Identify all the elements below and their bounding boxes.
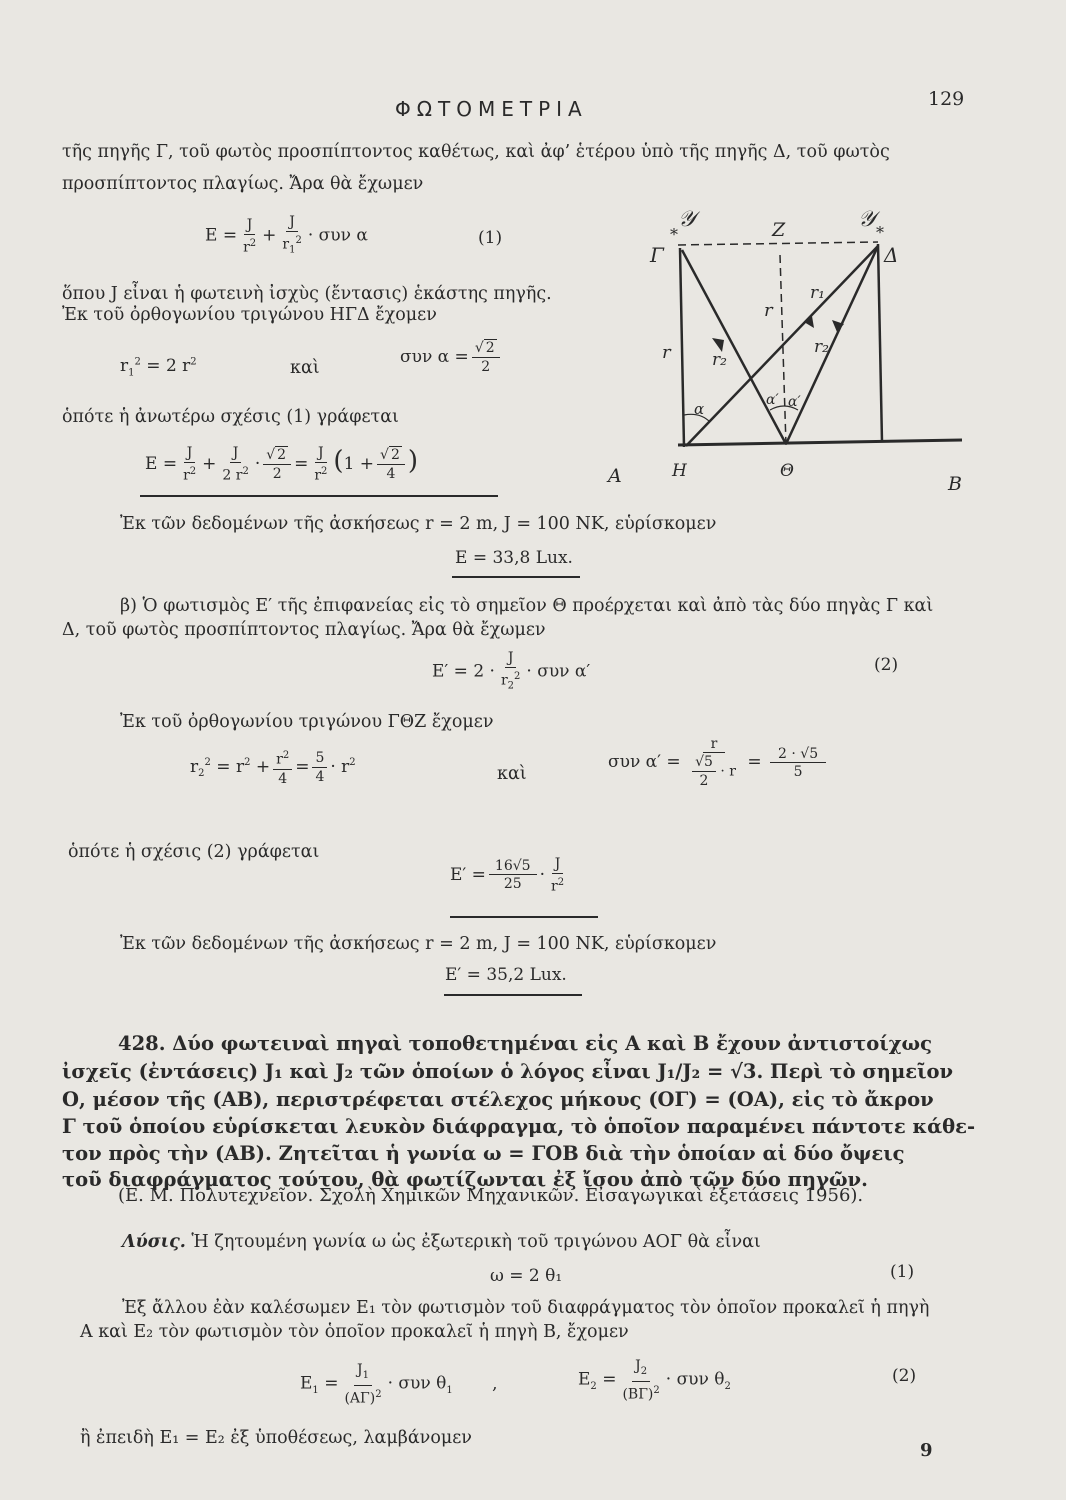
relation-line-a: ὁπότε ἡ ἀνωτέρω σχέσις (1) γράφεται (62, 407, 399, 427)
part-a-line-1: τῆς πηγῆς Γ, τοῦ φωτὸς προσπίπτοντος καθέτως, καὶ ἀφ’ ἑτέρου ὑπὸ τῆς πηγῆς Δ, τοῦ φωτὸς (62, 142, 890, 162)
label-delta: Δ (884, 243, 899, 267)
solution-line-3: Α καὶ Ε₂ τὸν φωτισμὸν τὸν ὁποῖον προκαλεῖ ἡ πηγὴ Β, ἔχομεν (80, 1322, 629, 1342)
equation-2-label: (2) (874, 655, 899, 675)
problem-line-1-text: Δύο φωτειναὶ πηγαὶ τοποθετημέναι εἰς Α καὶ Β ἔχουν ἀντιστοίχως (172, 1032, 932, 1055)
triangle-gtz-line: Ἐκ τοῦ ὀρθογωνίου τριγώνου ΓΘΖ ἔχομεν (120, 712, 494, 732)
label-j-right: 𝒴 (858, 207, 876, 232)
problem-line-1 (118, 1030, 932, 1058)
problem-line-4: Γ τοῦ ὁποίου εὑρίσκεται λευκὸν διάφραγμα, τὸ ὁποῖον παραμένει πάντοτε κάθε- (62, 1115, 976, 1138)
label-r2-right: r₂ (814, 337, 829, 357)
star-d: * (876, 223, 884, 242)
data-line-a: Ἐκ τῶν δεδομένων τῆς ἀσκήσεως r = 2 m, J = 100 NK, εὑρίσκομεν (120, 514, 717, 534)
top-dashed-line (678, 242, 878, 245)
cos-alpha-eq: συν α = $\frac{√ 2}{2}$ (400, 340, 503, 375)
running-header: ΦΩΤΟΜΕΤΡΙΑ (395, 97, 588, 121)
label-alpha: α (694, 400, 705, 418)
problem-line-5: τον πρὸς τὴν (ΑΒ). Ζητεῖται ἡ γωνία ω = ΓΟΒ διὰ τὴν ὁποίαν αἱ δύο ὄψεις (62, 1142, 905, 1165)
problem-line-3: Ο, μέσον τῆς (ΑΒ), περιστρέφεται στέλεχος μήκους (ΟΓ) = (ΟΑ), εἰς τὸ ἄκρον (62, 1088, 934, 1111)
star-g: * (670, 225, 678, 244)
label-alpha-prime-2: α′ (788, 394, 801, 410)
page-number: 129 (928, 88, 965, 110)
equation-1-rewritten: E = $\frac{J}{r^2}$ + $\frac{J}{2 r^2}$ · $\frac{√ 2}{2}$ = $\frac{J}{r^2}$ (1 + $\frac{√ 2}{4}$ ) (145, 445, 419, 484)
solution-eq-2b: $E_2$ = $\frac{J_2}{(B\Gamma)^2}$ · συν $\theta_2$ (578, 1358, 731, 1403)
where-line: ὅπου J εἶναι ἡ φωτεινὴ ἰσχὺς (ἔντασις) ἑκάστης πηγῆς. (62, 284, 552, 304)
and-word-1: καὶ (290, 358, 320, 378)
geometry-figure (600, 200, 970, 500)
label-r2-left: r₂ (712, 350, 727, 370)
equation-2-rewritten: E′ = $\frac{16√5}{25}$ · $\frac{J}{r^2}$ (450, 856, 565, 895)
solution-line-1-text: Ἡ ζητουμένη γωνία ω ὡς ἐξωτερικὴ τοῦ τριγώνου ΑΟΓ θὰ εἶναι (191, 1232, 761, 1252)
vertical-gh (680, 248, 684, 447)
result-b: E′ = 35,2 Lux. (445, 965, 567, 985)
label-r-mid: r (764, 300, 773, 321)
cos-alpha-prime-label: συν α′ = (608, 752, 681, 772)
triangle-hgd-line: Ἐκ τοῦ ὀρθογωνίου τριγώνου ΗΓΔ ἔχομεν (62, 305, 437, 325)
relation-line-b: ὁπότε ἡ σχέσις (2) γράφεται (68, 842, 320, 862)
result-rule-1 (140, 495, 498, 497)
problem-source: (Ε. Μ. Πολυτεχνεῖον. Σχολὴ Χημικῶν Μηχανικῶν. Εἰσαγωγικαὶ ἐξετάσεις 1956). (118, 1185, 864, 1206)
eq2-lhs: E′ = 2 · (432, 661, 495, 682)
problem-line-6: τοῦ διαφράγματος τούτου, θὰ φωτίζωνται ἐξ ἴσου ἀπὸ τῶν δύο πηγῶν. (62, 1168, 868, 1191)
part-b-line-2: Δ, τοῦ φωτὸς προσπίπτοντος πλαγίως. Ἄρα θὰ ἔχωμεν (62, 620, 546, 640)
label-b: B (948, 473, 962, 495)
result-rule-2 (452, 576, 580, 578)
and-word-2: καὶ (497, 764, 527, 784)
solution-line-1 (122, 1230, 761, 1254)
solution-eq-2-label: (2) (892, 1366, 917, 1386)
result-a: E = 33,8 Lux. (455, 548, 573, 568)
dashed-z-theta (780, 255, 786, 445)
result-rule-4 (444, 994, 582, 996)
label-z: Z (772, 219, 786, 241)
ray-d-theta (786, 246, 878, 444)
equation-2: E′ = 2 · $\frac{J}{r_2^2}$ · συν α′ (432, 650, 591, 692)
solution-last-line: ἢ ἐπειδὴ Ε₁ = Ε₂ ἐξ ὑποθέσεως, λαμβάνομεν (80, 1428, 472, 1448)
equation-1-label: (1) (478, 228, 503, 248)
eq1-cos: · συν α (307, 225, 368, 246)
label-theta: Θ (780, 461, 794, 481)
label-h: H (672, 461, 687, 481)
part-a-line-2: προσπίπτοντος πλαγίως. Ἄρα θὰ ἔχωμεν (62, 174, 424, 194)
solution-eq-1-label: (1) (890, 1262, 915, 1282)
label-r1: r₁ (810, 283, 825, 303)
label-alpha-prime-1: α′ (766, 392, 779, 408)
label-a: A (608, 465, 622, 487)
part-b-line-1: β) Ὁ φωτισμὸς Ε′ τῆς ἐπιφανείας εἰς τὸ σημεῖον Θ προέρχεται καὶ ἀπὸ τὰς δύο πηγὰς Γ καὶ (120, 596, 934, 616)
ray-d-h (686, 246, 878, 446)
result-rule-3 (450, 916, 598, 918)
solution-label: Λύσις. (122, 1232, 186, 1252)
label-r-left: r (662, 342, 671, 363)
solution-eq-1: ω = 2 θ₁ (490, 1266, 563, 1286)
ground-line (678, 440, 962, 445)
label-gamma: Γ (650, 243, 664, 267)
eq2-cos: · συν α′ (526, 661, 591, 682)
cos-alpha-prime-eq: συν α′ = r $\frac{√5}{2}$ · r = $\frac{2 \cdot √5}{5}$ (608, 736, 829, 789)
label-j-left: 𝒴 (678, 207, 696, 232)
equation-1: E = $\frac{J}{r^2}$ + $\frac{J}{r_1^2}$ · συν α (205, 214, 368, 256)
vertical-db (878, 244, 882, 442)
problem-number: 428. (118, 1032, 166, 1055)
r1-squared-eq: $r_1^2 = 2$ $r^2$ (120, 356, 197, 379)
problem-line-2: ἰσχεῖς (ἐντάσεις) J₁ καὶ J₂ τῶν ὁποίων ὁ λόγος εἶναι J₁/J₂ = √3. Περὶ τὸ σημεῖον (62, 1060, 954, 1083)
solution-eq-2a: $E_1$ = $\frac{J_1}{(A\Gamma)^2}$ · συν $\theta_1$ , (300, 1362, 498, 1407)
footer-mark: 9 (920, 1440, 933, 1461)
data-line-b: Ἐκ τῶν δεδομένων τῆς ἀσκήσεως r = 2 m, J = 100 NK, εὑρίσκομεν (120, 934, 717, 954)
cos-alpha-label: συν α = (400, 347, 469, 367)
solution-line-2: Ἐξ ἄλλου ἐὰν καλέσωμεν Ε₁ τὸν φωτισμὸν τοῦ διαφράγματος τὸν ὁποῖον προκαλεῖ ἡ πηγὴ (122, 1298, 930, 1318)
r2-squared-eq: $r_2^2 = r^2$ + $\frac{r^2}{4}$ = $\frac{5}{4}$ · $r^2$ (190, 749, 356, 787)
